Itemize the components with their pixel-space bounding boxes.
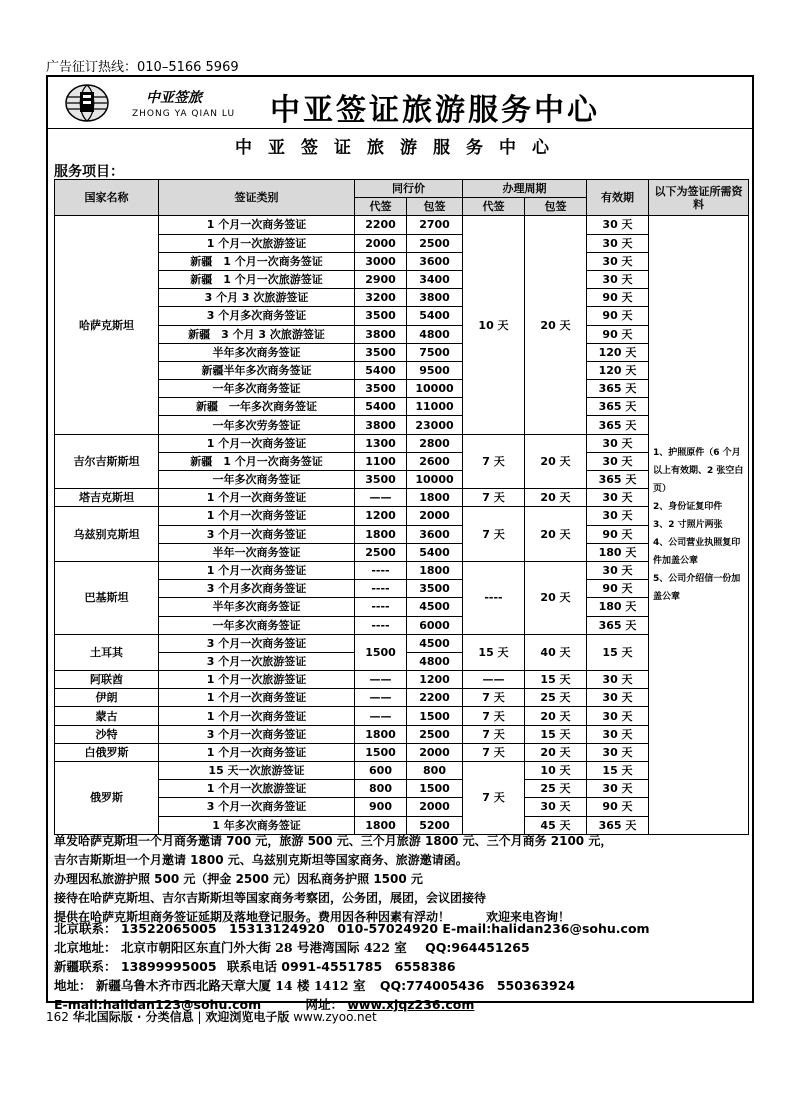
agency-price-cell: —— xyxy=(355,671,407,689)
table-row xyxy=(55,689,749,707)
period-agency-cell: 7 天 xyxy=(463,507,525,562)
header-package: 包签 xyxy=(407,198,463,216)
doc-item: 1、护照原件（6 个月以上有效期、2 张空白页） xyxy=(653,448,744,495)
agency-price-cell: 2000 xyxy=(355,234,407,252)
validity-cell: 365 天 xyxy=(587,616,649,634)
validity-cell: 30 天 xyxy=(587,252,649,270)
table-row xyxy=(55,507,749,525)
period-package-cell: 15 天 xyxy=(525,671,587,689)
visa-type-cell: 一年多次商务签证 xyxy=(159,616,355,634)
beijing-qq: QQ:964451265 xyxy=(425,940,530,955)
validity-cell: 365 天 xyxy=(587,816,649,834)
period-agency-cell: 7 天 xyxy=(463,434,525,489)
period-package-cell: 20 天 xyxy=(525,707,587,725)
package-price-cell: 4500 xyxy=(407,634,463,652)
package-price-cell: 5400 xyxy=(407,543,463,561)
contact-block xyxy=(54,919,748,1014)
country-cell: 乌兹别克斯坦 xyxy=(55,507,159,562)
agency-price-cell: 2500 xyxy=(355,543,407,561)
agency-price-cell: 2200 xyxy=(355,216,407,234)
package-price-cell: 5200 xyxy=(407,816,463,834)
period-package-cell: 45 天 xyxy=(525,816,587,834)
header-country: 国家名称 xyxy=(55,180,159,216)
validity-cell: 120 天 xyxy=(587,361,649,379)
validity-cell: 30 天 xyxy=(587,780,649,798)
agency-price-cell: ---- xyxy=(355,561,407,579)
service-notes xyxy=(54,832,748,927)
package-price-cell: 6000 xyxy=(407,616,463,634)
package-price-cell: 11000 xyxy=(407,398,463,416)
package-price-cell: 9500 xyxy=(407,361,463,379)
package-price-cell: 4800 xyxy=(407,325,463,343)
period-agency-cell: 7 天 xyxy=(463,743,525,761)
xinjiang-tel-label: 联系电话 xyxy=(226,959,277,974)
period-agency-cell: 7 天 xyxy=(463,762,525,835)
agency-price-cell: 3000 xyxy=(355,252,407,270)
validity-cell: 180 天 xyxy=(587,543,649,561)
agency-price-cell: 1500 xyxy=(355,743,407,761)
xinjiang-tel: 0991-4551785 6558386 xyxy=(281,959,456,974)
xinjiang-address: 新疆乌鲁木齐市西北路天章大厦 14 楼 1412 室 xyxy=(95,978,366,993)
validity-cell: 90 天 xyxy=(587,289,649,307)
validity-cell: 90 天 xyxy=(587,525,649,543)
validity-cell: 365 天 xyxy=(587,398,649,416)
package-price-cell: 3600 xyxy=(407,252,463,270)
doc-item: 5、公司介绍信一份加盖公章 xyxy=(653,574,741,603)
globe-logo-icon xyxy=(64,83,110,123)
validity-cell: 30 天 xyxy=(587,743,649,761)
visa-type-cell: 新疆 一年多次商务签证 xyxy=(159,398,355,416)
page-number: 162 xyxy=(46,1010,69,1024)
table-row xyxy=(55,707,749,725)
agency-price-cell: —— xyxy=(355,707,407,725)
validity-cell: 30 天 xyxy=(587,561,649,579)
package-price-cell: 2600 xyxy=(407,452,463,470)
header-docs: 以下为签证所需资料 xyxy=(649,180,749,216)
table-row xyxy=(55,780,749,798)
country-cell: 土耳其 xyxy=(55,634,159,670)
package-price-cell: 1800 xyxy=(407,561,463,579)
required-docs-cell xyxy=(649,216,749,834)
validity-cell: 30 天 xyxy=(587,489,649,507)
package-price-cell: 3800 xyxy=(407,289,463,307)
header-period: 办理周期 xyxy=(463,180,587,198)
package-price-cell: 10000 xyxy=(407,380,463,398)
table-row xyxy=(55,343,749,361)
country-cell: 阿联酋 xyxy=(55,671,159,689)
period-package-cell: 20 天 xyxy=(525,507,587,562)
publication-name: 华北国际版 · 分类信息 xyxy=(72,1010,194,1024)
period-package-cell: 30 天 xyxy=(525,798,587,816)
table-row xyxy=(55,289,749,307)
table-row xyxy=(55,743,749,761)
table-row xyxy=(55,580,749,598)
table-row xyxy=(55,252,749,270)
country-cell: 哈萨克斯坦 xyxy=(55,216,159,434)
country-cell: 伊朗 xyxy=(55,689,159,707)
table-row xyxy=(55,270,749,288)
agency-price-cell: 3500 xyxy=(355,343,407,361)
table-row xyxy=(55,762,749,780)
table-row xyxy=(55,416,749,434)
xinjiang-contact-line xyxy=(54,957,748,976)
package-price-cell: 1200 xyxy=(407,671,463,689)
validity-cell: 30 天 xyxy=(587,434,649,452)
validity-cell: 30 天 xyxy=(587,707,649,725)
note-line: 吉尔吉斯斯坦一个月邀请 1800 元、乌兹别克斯坦等国家商务、旅游邀请函。 xyxy=(54,853,468,867)
visa-type-cell: 3 个月一次商务签证 xyxy=(159,525,355,543)
validity-cell: 15 天 xyxy=(587,634,649,670)
period-package-cell: 15 天 xyxy=(525,725,587,743)
visa-type-cell: 半年一次商务签证 xyxy=(159,543,355,561)
period-package-cell: 20 天 xyxy=(525,216,587,434)
xinjiang-contact-label: 新疆联系： xyxy=(54,959,117,974)
beijing-contact-label: 北京联系： xyxy=(54,921,117,936)
country-cell: 俄罗斯 xyxy=(55,762,159,835)
country-cell: 巴基斯坦 xyxy=(55,561,159,634)
logo-name-en: ZHONG YA QIAN LU xyxy=(132,109,236,119)
doc-item: 3、2 寸照片两张 xyxy=(653,520,723,531)
package-price-cell: 23000 xyxy=(407,416,463,434)
period-agency-cell: 15 天 xyxy=(463,634,525,670)
logo-name-cn: 中亚签旅 xyxy=(146,90,202,106)
validity-cell: 90 天 xyxy=(587,798,649,816)
package-price-cell: 1500 xyxy=(407,707,463,725)
package-price-cell: 2700 xyxy=(407,216,463,234)
note-line: 接待在哈萨克斯坦、吉尔吉斯斯坦等国家商务考察团，公务团，展团，会议团接待 xyxy=(54,891,487,905)
country-cell: 白俄罗斯 xyxy=(55,743,159,761)
table-row xyxy=(55,471,749,489)
period-agency-cell: 10 天 xyxy=(463,216,525,434)
period-package-cell: 20 天 xyxy=(525,743,587,761)
visa-type-cell: 半年多次商务签证 xyxy=(159,598,355,616)
agency-price-cell: 1800 xyxy=(355,725,407,743)
period-package-cell: 20 天 xyxy=(525,561,587,634)
visa-type-cell: 新疆 1 个月一次商务签证 xyxy=(159,252,355,270)
period-agency-cell: 7 天 xyxy=(463,707,525,725)
table-row xyxy=(55,634,749,652)
table-row xyxy=(55,380,749,398)
footer-separator: | xyxy=(197,1010,202,1024)
period-agency-cell: —— xyxy=(463,671,525,689)
xinjiang-address-line xyxy=(54,976,748,995)
package-price-cell: 2500 xyxy=(407,234,463,252)
table-row xyxy=(55,325,749,343)
visa-type-cell: 3 个月一次商务签证 xyxy=(159,634,355,652)
validity-cell: 365 天 xyxy=(587,416,649,434)
period-agency-cell: 7 天 xyxy=(463,489,525,507)
footer-site-link[interactable]: www.zyoo.net xyxy=(293,1010,377,1024)
country-cell: 吉尔吉斯斯坦 xyxy=(55,434,159,489)
validity-cell: 365 天 xyxy=(587,471,649,489)
table-row xyxy=(55,489,749,507)
header-validity: 有效期 xyxy=(587,180,649,216)
beijing-address-label: 北京地址： xyxy=(54,940,117,955)
visa-type-cell: 1 个月一次旅游签证 xyxy=(159,234,355,252)
validity-cell: 180 天 xyxy=(587,598,649,616)
package-price-cell: 5400 xyxy=(407,307,463,325)
agency-price-cell: 3200 xyxy=(355,289,407,307)
visa-type-cell: 一年多次商务签证 xyxy=(159,380,355,398)
agency-price-cell: ---- xyxy=(355,616,407,634)
agency-price-cell: 3500 xyxy=(355,307,407,325)
period-agency-cell: ---- xyxy=(463,561,525,634)
agency-price-cell: 3500 xyxy=(355,380,407,398)
table-row xyxy=(55,561,749,579)
header-period-agency: 代签 xyxy=(463,198,525,216)
agency-price-cell: 5400 xyxy=(355,361,407,379)
table-row xyxy=(55,434,749,452)
website-link[interactable]: www.xjqz236.com xyxy=(347,997,475,1012)
package-price-cell: 3500 xyxy=(407,580,463,598)
visa-type-cell: 1 个月一次商务签证 xyxy=(159,507,355,525)
package-price-cell: 2500 xyxy=(407,725,463,743)
doc-item: 2、身份证复印件 xyxy=(653,502,723,513)
visa-price-table xyxy=(54,179,749,835)
visa-type-cell: 3 个月 3 次旅游签证 xyxy=(159,289,355,307)
validity-cell: 30 天 xyxy=(587,452,649,470)
package-price-cell: 2000 xyxy=(407,507,463,525)
table-row xyxy=(55,452,749,470)
browse-text: 欢迎浏览电子版 xyxy=(205,1010,290,1024)
validity-cell: 30 天 xyxy=(587,725,649,743)
web-label: 网址： xyxy=(305,997,344,1012)
validity-cell: 90 天 xyxy=(587,307,649,325)
agency-price-cell: 900 xyxy=(355,798,407,816)
visa-type-cell: 3 个月一次旅游签证 xyxy=(159,652,355,670)
validity-cell: 90 天 xyxy=(587,580,649,598)
ad-hotline: 广告征订热线：010–5166 5969 xyxy=(46,60,239,75)
package-price-cell: 2200 xyxy=(407,689,463,707)
table-row xyxy=(55,234,749,252)
table-row xyxy=(55,543,749,561)
validity-cell: 15 天 xyxy=(587,762,649,780)
validity-cell: 30 天 xyxy=(587,270,649,288)
visa-type-cell: 1 个月一次商务签证 xyxy=(159,689,355,707)
package-price-cell: 800 xyxy=(407,762,463,780)
table-row xyxy=(55,798,749,816)
package-price-cell: 1800 xyxy=(407,489,463,507)
visa-type-cell: 新疆半年多次商务签证 xyxy=(159,361,355,379)
period-package-cell: 25 天 xyxy=(525,689,587,707)
visa-type-cell: 新疆 1 个月一次商务签证 xyxy=(159,452,355,470)
period-package-cell: 10 天 xyxy=(525,762,587,780)
note-line: 办理因私旅游护照 500 元（押金 2500 元）因私商务护照 1500 元 xyxy=(54,872,423,886)
period-package-cell: 20 天 xyxy=(525,434,587,489)
visa-type-cell: 一年多次劳务签证 xyxy=(159,416,355,434)
agency-price-cell: 800 xyxy=(355,780,407,798)
agency-price-cell: 1300 xyxy=(355,434,407,452)
visa-type-cell: 新疆 3 个月 3 次旅游签证 xyxy=(159,325,355,343)
agency-price-cell: 3800 xyxy=(355,416,407,434)
period-agency-cell: 7 天 xyxy=(463,689,525,707)
header-visa-type: 签证类别 xyxy=(159,180,355,216)
xinjiang-email: E-mail:halidan123@sohu.com xyxy=(54,997,262,1012)
visa-type-cell: 一年多次商务签证 xyxy=(159,471,355,489)
visa-type-cell: 1 个月一次商务签证 xyxy=(159,216,355,234)
visa-type-cell: 3 个月多次商务签证 xyxy=(159,580,355,598)
package-price-cell: 3400 xyxy=(407,270,463,288)
note-line: 提供在哈萨克斯坦商务签证延期及落地登记服务。费用因各种因素有浮动！ 欢迎来电咨询！ xyxy=(54,910,571,924)
beijing-contact-line xyxy=(54,919,748,938)
beijing-address-line xyxy=(54,938,748,957)
package-price-cell: 2800 xyxy=(407,434,463,452)
agency-price-cell: 1800 xyxy=(355,816,407,834)
agency-price-cell: 2900 xyxy=(355,270,407,288)
visa-type-cell: 1 个月一次商务签证 xyxy=(159,743,355,761)
package-price-cell: 4800 xyxy=(407,652,463,670)
table-row xyxy=(55,671,749,689)
package-price-cell: 10000 xyxy=(407,471,463,489)
section-title: 中亚签证旅游服务中心 xyxy=(235,138,565,158)
table-row xyxy=(55,598,749,616)
period-agency-cell: 7 天 xyxy=(463,725,525,743)
validity-cell: 365 天 xyxy=(587,380,649,398)
validity-cell: 30 天 xyxy=(587,689,649,707)
agency-price-cell: 1200 xyxy=(355,507,407,525)
visa-type-cell: 3 个月一次商务签证 xyxy=(159,725,355,743)
visa-type-cell: 15 天一次旅游签证 xyxy=(159,762,355,780)
table-row xyxy=(55,361,749,379)
agency-price-cell: 5400 xyxy=(355,398,407,416)
table-row xyxy=(55,307,749,325)
country-cell: 沙特 xyxy=(55,725,159,743)
agency-price-cell: 1800 xyxy=(355,525,407,543)
beijing-phones: 13522065005 15313124920 010-57024920 E-mail:halidan236@sohu.com xyxy=(120,921,650,936)
table-row xyxy=(55,525,749,543)
agency-price-cell: 600 xyxy=(355,762,407,780)
table-row xyxy=(55,398,749,416)
visa-type-cell: 1 个月一次旅游签证 xyxy=(159,671,355,689)
validity-cell: 30 天 xyxy=(587,671,649,689)
period-package-cell: 40 天 xyxy=(525,634,587,670)
agency-price-cell: 1100 xyxy=(355,452,407,470)
package-price-cell: 1500 xyxy=(407,780,463,798)
header-peer-price: 同行价 xyxy=(355,180,463,198)
package-price-cell: 4500 xyxy=(407,598,463,616)
period-package-cell: 20 天 xyxy=(525,489,587,507)
beijing-address: 北京市朝阳区东直门外大街 28 号港湾国际 422 室 xyxy=(120,940,407,955)
validity-cell: 30 天 xyxy=(587,507,649,525)
package-price-cell: 7500 xyxy=(407,343,463,361)
table-row xyxy=(55,616,749,634)
xinjiang-phone: 13899995005 xyxy=(120,959,217,974)
agency-price-cell: —— xyxy=(355,489,407,507)
country-cell: 蒙古 xyxy=(55,707,159,725)
header-band xyxy=(48,77,752,129)
page-footer xyxy=(46,1008,377,1025)
agency-price-cell: 3800 xyxy=(355,325,407,343)
package-price-cell: 2000 xyxy=(407,743,463,761)
validity-cell: 30 天 xyxy=(587,216,649,234)
agency-price-cell: —— xyxy=(355,689,407,707)
agency-price-cell: 3500 xyxy=(355,471,407,489)
agency-price-cell: ---- xyxy=(355,598,407,616)
visa-type-cell: 1 个月一次商务签证 xyxy=(159,707,355,725)
address-label: 地址： xyxy=(54,978,92,993)
services-label: 服务项目： xyxy=(54,164,124,180)
header-title: 中亚签证旅游服务中心 xyxy=(270,93,600,128)
agency-price-cell: 1500 xyxy=(355,634,407,670)
header-period-package: 包签 xyxy=(525,198,587,216)
visa-type-cell: 1 个月一次旅游签证 xyxy=(159,780,355,798)
visa-type-cell: 1 年多次商务签证 xyxy=(159,816,355,834)
period-package-cell: 25 天 xyxy=(525,780,587,798)
visa-type-cell: 1 个月一次商务签证 xyxy=(159,489,355,507)
xinjiang-qq: QQ:774005436 550363924 xyxy=(379,978,576,993)
table-row xyxy=(55,216,749,234)
package-price-cell: 2000 xyxy=(407,798,463,816)
visa-type-cell: 1 个月一次商务签证 xyxy=(159,561,355,579)
validity-cell: 120 天 xyxy=(587,343,649,361)
doc-item: 4、公司营业执照复印件加盖公章 xyxy=(653,538,741,567)
visa-type-cell: 3 个月一次商务签证 xyxy=(159,798,355,816)
agency-price-cell: ---- xyxy=(355,580,407,598)
validity-cell: 90 天 xyxy=(587,325,649,343)
visa-type-cell: 半年多次商务签证 xyxy=(159,343,355,361)
ad-frame xyxy=(46,75,754,1012)
note-line: 单发哈萨克斯坦一个月商务邀请 700 元，旅游 500 元、三个月旅游 1800 元、三个月商务 2100 元， xyxy=(54,834,613,848)
country-cell: 塔吉克斯坦 xyxy=(55,489,159,507)
validity-cell: 30 天 xyxy=(587,234,649,252)
header-agency: 代签 xyxy=(355,198,407,216)
visa-type-cell: 3 个月多次商务签证 xyxy=(159,307,355,325)
table-row xyxy=(55,725,749,743)
package-price-cell: 3600 xyxy=(407,525,463,543)
visa-type-cell: 1 个月一次商务签证 xyxy=(159,434,355,452)
visa-type-cell: 新疆 1 个月一次旅游签证 xyxy=(159,270,355,288)
